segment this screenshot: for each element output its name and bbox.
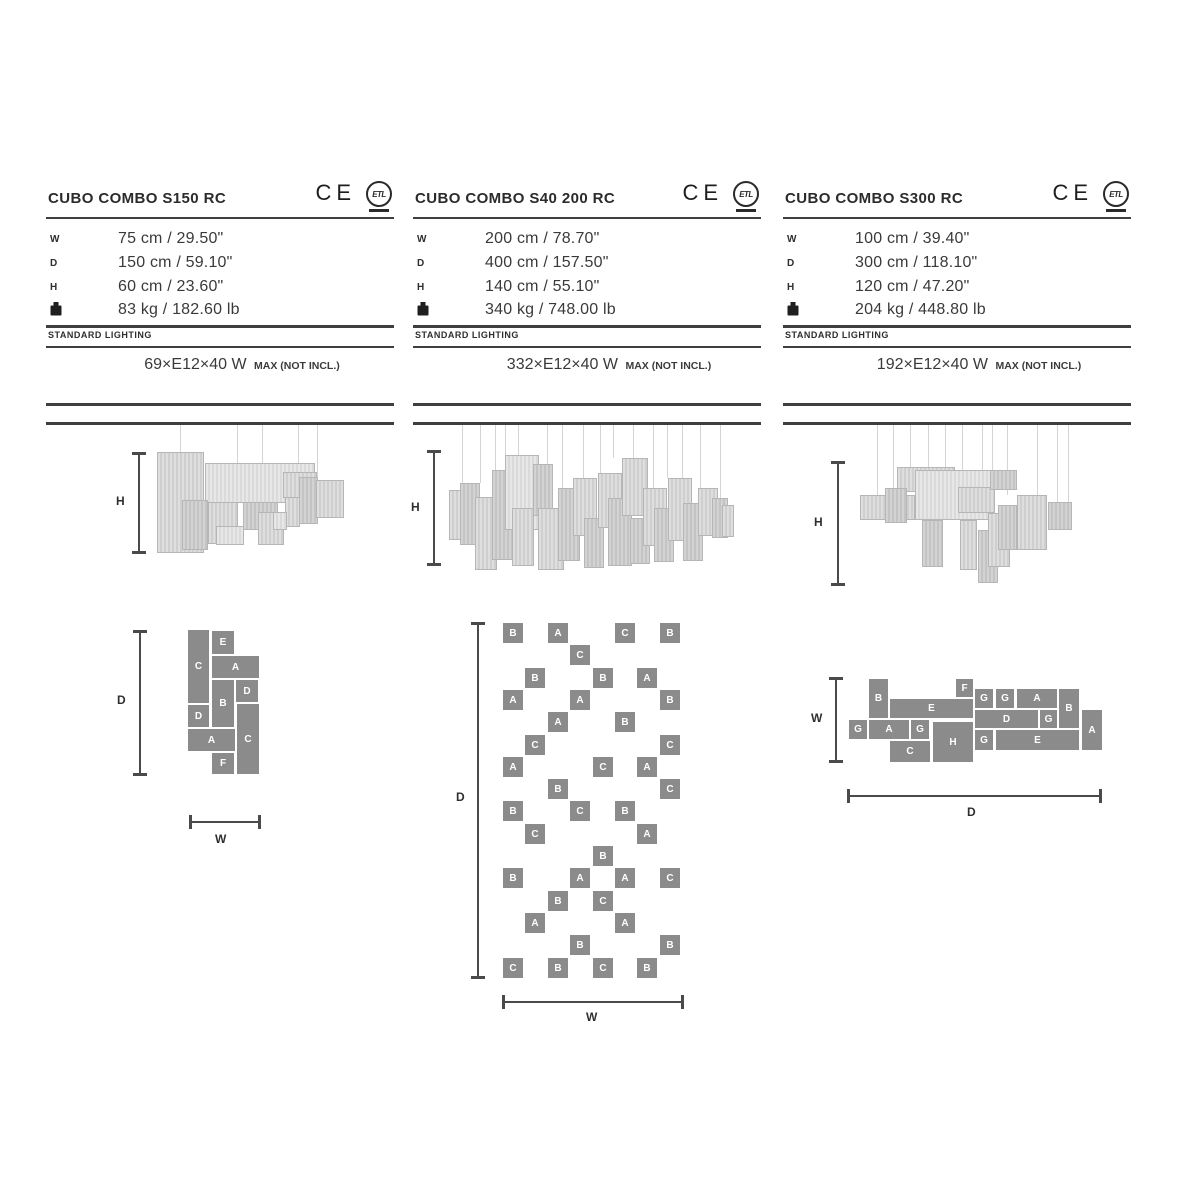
dimension-label: H <box>116 494 125 508</box>
plan-block: B <box>615 712 635 732</box>
suspension-wire <box>700 423 701 488</box>
suspension-wire <box>893 423 894 488</box>
plan-block: A <box>615 868 635 888</box>
lighting-suffix: MAX (NOT INCL.) <box>254 360 340 372</box>
lighting-main: 69×E12×40 W <box>144 356 247 373</box>
plan-block: C <box>660 735 680 755</box>
divider <box>413 422 761 425</box>
fixture-box <box>722 505 734 537</box>
fixture-box <box>885 488 907 523</box>
section-label: STANDARD LIGHTING <box>415 330 519 340</box>
plan-block: C <box>525 735 545 755</box>
spec-value: 150 cm / 59.10" <box>118 254 233 271</box>
lighting-spec <box>90 356 394 374</box>
dimension-label: H <box>411 500 420 514</box>
spec-row-weight <box>787 300 986 320</box>
dimension-cap <box>133 773 147 776</box>
weight-icon <box>787 302 855 319</box>
etl-underline <box>736 209 756 212</box>
divider <box>46 217 394 219</box>
plan-block: C <box>503 958 523 978</box>
plan-block: A <box>570 868 590 888</box>
plan-block: A <box>637 757 657 777</box>
spec-label: H <box>417 281 425 293</box>
plan-block: C <box>570 801 590 821</box>
suspension-wire <box>982 423 983 470</box>
spec-label: W <box>417 233 427 245</box>
plan-block: G <box>975 689 993 708</box>
dimension-cap <box>831 461 845 464</box>
dimension-line <box>477 622 479 979</box>
plan-block: B <box>660 623 680 643</box>
product-title: CUBO COMBO S40 200 RC <box>415 190 616 207</box>
dimension-label: D <box>456 790 465 804</box>
dimension-cap <box>829 677 843 680</box>
dimension-line <box>139 630 141 776</box>
etl-underline <box>1106 209 1126 212</box>
lighting-main: 332×E12×40 W <box>506 356 618 373</box>
lighting-main: 192×E12×40 W <box>876 356 988 373</box>
divider <box>413 403 761 406</box>
fixture-box <box>1048 502 1072 530</box>
plan-block: A <box>548 712 568 732</box>
plan-block: D <box>975 710 1038 728</box>
spec-value: 120 cm / 47.20" <box>855 278 970 295</box>
plan-block: C <box>237 704 259 774</box>
plan-block: C <box>593 757 613 777</box>
suspension-wire <box>1037 423 1038 495</box>
spec-value: 204 kg / 448.80 lb <box>855 301 986 318</box>
certification-marks <box>1052 181 1129 212</box>
plan-block: F <box>956 679 973 697</box>
spec-row-width <box>50 229 223 249</box>
suspension-wire <box>928 423 929 470</box>
plan-block: A <box>570 690 590 710</box>
plan-block: B <box>212 680 234 727</box>
plan-block: E <box>996 730 1079 750</box>
plan-block: C <box>890 741 930 762</box>
spec-label: W <box>787 233 797 245</box>
product-title: CUBO COMBO S300 RC <box>785 190 964 207</box>
plan-block: B <box>1059 689 1079 728</box>
ce-mark-icon: CE <box>315 180 356 205</box>
dimension-line <box>138 452 140 554</box>
suspension-wire <box>945 423 946 470</box>
plan-block: C <box>593 891 613 911</box>
suspension-wire <box>877 423 878 495</box>
spec-value: 60 cm / 23.60" <box>118 278 224 295</box>
lighting-spec <box>827 356 1131 374</box>
divider <box>46 422 394 425</box>
dimension-cap <box>681 995 684 1009</box>
dimension-cap <box>829 760 843 763</box>
plan-block: E <box>212 631 234 654</box>
ce-mark-icon: CE <box>682 180 723 205</box>
dimension-label: D <box>967 805 976 819</box>
plan-block: C <box>660 779 680 799</box>
plan-block: B <box>525 668 545 688</box>
product-title: CUBO COMBO S150 RC <box>48 190 227 207</box>
plan-block: A <box>212 656 259 678</box>
plan-block: A <box>1082 710 1102 750</box>
dimension-cap <box>471 622 485 625</box>
plan-block: G <box>996 689 1014 708</box>
divider <box>46 325 394 328</box>
product-column-s40-200 <box>413 0 761 430</box>
dimension-cap <box>189 815 192 829</box>
dimension-label: W <box>811 711 823 725</box>
plan-block: G <box>849 720 867 739</box>
plan-block: H <box>933 722 973 762</box>
dimension-cap <box>831 583 845 586</box>
divider <box>783 217 1131 219</box>
spec-label: W <box>50 233 60 245</box>
certification-marks <box>682 181 759 212</box>
lighting-suffix: MAX (NOT INCL.) <box>995 360 1082 372</box>
fixture-box <box>958 487 995 513</box>
plan-block: B <box>660 690 680 710</box>
dimension-cap <box>133 630 147 633</box>
plan-block: B <box>593 668 613 688</box>
fixture-box <box>990 470 1017 490</box>
plan-block: B <box>593 846 613 866</box>
fixture-box <box>922 520 943 567</box>
spec-row-depth <box>417 253 609 273</box>
spec-row-height <box>50 277 223 297</box>
suspension-wire <box>1057 423 1058 502</box>
divider <box>783 346 1131 348</box>
fixture-box <box>512 508 534 566</box>
plan-block: F <box>212 753 234 774</box>
dimension-cap <box>427 450 441 453</box>
dimension-cap <box>471 976 485 979</box>
plan-block: C <box>593 958 613 978</box>
spec-label: H <box>50 281 58 293</box>
spec-value: 300 cm / 118.10" <box>855 254 978 271</box>
fixture-box <box>182 500 208 550</box>
spec-row-width <box>787 229 970 249</box>
plan-block: B <box>548 958 568 978</box>
plan-block: B <box>548 779 568 799</box>
plan-block: B <box>503 623 523 643</box>
dimension-line <box>847 795 1102 797</box>
suspension-wire <box>562 423 563 488</box>
suspension-wire <box>720 423 721 498</box>
plan-block: C <box>570 645 590 665</box>
suspension-wire <box>600 423 601 473</box>
dimension-cap <box>258 815 261 829</box>
weight-icon <box>417 302 485 319</box>
spec-row-height <box>787 277 970 297</box>
ce-mark-icon: CE <box>1052 180 1093 205</box>
certification-marks <box>315 181 392 212</box>
plan-block: A <box>503 690 523 710</box>
spec-row-width <box>417 229 600 249</box>
spec-value: 200 cm / 78.70" <box>485 230 600 247</box>
plan-block: B <box>637 958 657 978</box>
fixture-box <box>216 526 244 545</box>
fixture-box <box>960 520 977 570</box>
spec-label: D <box>417 257 425 269</box>
plan-block: A <box>869 720 909 739</box>
dimension-label: W <box>215 832 227 846</box>
plan-block: A <box>637 668 657 688</box>
suspension-wire <box>480 423 481 483</box>
divider <box>783 422 1131 425</box>
plan-block: A <box>1017 689 1057 708</box>
dimension-cap <box>132 551 146 554</box>
section-label: STANDARD LIGHTING <box>48 330 152 340</box>
plan-block: D <box>188 705 209 727</box>
spec-value: 83 kg / 182.60 lb <box>118 301 240 318</box>
dimension-cap <box>1099 789 1102 803</box>
dimension-line <box>837 461 839 586</box>
fixture-box <box>316 480 344 518</box>
dimension-label: D <box>117 693 126 707</box>
plan-block: G <box>975 730 993 750</box>
suspension-wire <box>462 423 463 490</box>
spec-value: 75 cm / 29.50" <box>118 230 224 247</box>
divider <box>46 346 394 348</box>
spec-value: 100 cm / 39.40" <box>855 230 970 247</box>
plan-block: C <box>188 630 209 703</box>
plan-block: C <box>615 623 635 643</box>
dimension-cap <box>427 563 441 566</box>
divider <box>783 403 1131 406</box>
plan-block: B <box>503 868 523 888</box>
plan-block: D <box>236 680 258 702</box>
plan-block: A <box>503 757 523 777</box>
product-column-s150 <box>46 0 394 430</box>
plan-block: A <box>548 623 568 643</box>
plan-block: B <box>660 935 680 955</box>
spec-label: D <box>787 257 795 269</box>
divider <box>413 346 761 348</box>
spec-label: D <box>50 257 58 269</box>
plan-block: B <box>503 801 523 821</box>
suspension-wire <box>992 423 993 470</box>
fixture-box <box>285 497 300 527</box>
plan-block: A <box>525 913 545 933</box>
section-label: STANDARD LIGHTING <box>785 330 889 340</box>
suspension-wire <box>1068 423 1069 502</box>
plan-block: B <box>570 935 590 955</box>
etl-mark-icon: ETL <box>1103 181 1129 212</box>
divider <box>413 217 761 219</box>
suspension-wire <box>653 423 654 488</box>
spec-row-weight <box>417 300 616 320</box>
fixture-box <box>1017 495 1047 550</box>
plan-block: C <box>660 868 680 888</box>
divider <box>783 325 1131 328</box>
spec-value: 140 cm / 55.10" <box>485 278 600 295</box>
spec-row-depth <box>787 253 977 273</box>
divider <box>413 325 761 328</box>
plan-block: A <box>637 824 657 844</box>
plan-block: A <box>615 913 635 933</box>
product-column-s300 <box>783 0 1131 430</box>
plan-block: B <box>615 801 635 821</box>
weight-icon <box>50 302 118 319</box>
dimension-line <box>189 821 261 823</box>
dimension-label: H <box>814 515 823 529</box>
fixture-box <box>273 512 287 530</box>
plan-block: C <box>525 824 545 844</box>
spec-label: H <box>787 281 795 293</box>
dimension-cap <box>502 995 505 1009</box>
dimension-line <box>502 1001 684 1003</box>
dimension-line <box>835 677 837 763</box>
plan-block: G <box>911 720 929 739</box>
spec-value: 340 kg / 748.00 lb <box>485 301 616 318</box>
plan-block: B <box>548 891 568 911</box>
dimension-cap <box>132 452 146 455</box>
fixture-box <box>998 505 1017 550</box>
dimension-label: W <box>586 1010 598 1024</box>
etl-mark-icon: ETL <box>366 181 392 212</box>
dimension-line <box>433 450 435 566</box>
plan-block: A <box>188 729 235 751</box>
suspension-wire <box>317 423 318 480</box>
suspension-wire <box>667 423 668 478</box>
plan-block: B <box>869 679 888 718</box>
divider <box>46 403 394 406</box>
plan-block: G <box>1040 710 1057 728</box>
lighting-spec <box>457 356 761 374</box>
spec-row-depth <box>50 253 233 273</box>
spec-row-height <box>417 277 600 297</box>
suspension-wire <box>583 423 584 478</box>
lighting-suffix: MAX (NOT INCL.) <box>625 360 712 372</box>
spec-value: 400 cm / 157.50" <box>485 254 609 271</box>
etl-mark-icon: ETL <box>733 181 759 212</box>
etl-underline <box>369 209 389 212</box>
dimension-cap <box>847 789 850 803</box>
spec-row-weight <box>50 300 240 320</box>
plan-block: E <box>890 699 973 718</box>
